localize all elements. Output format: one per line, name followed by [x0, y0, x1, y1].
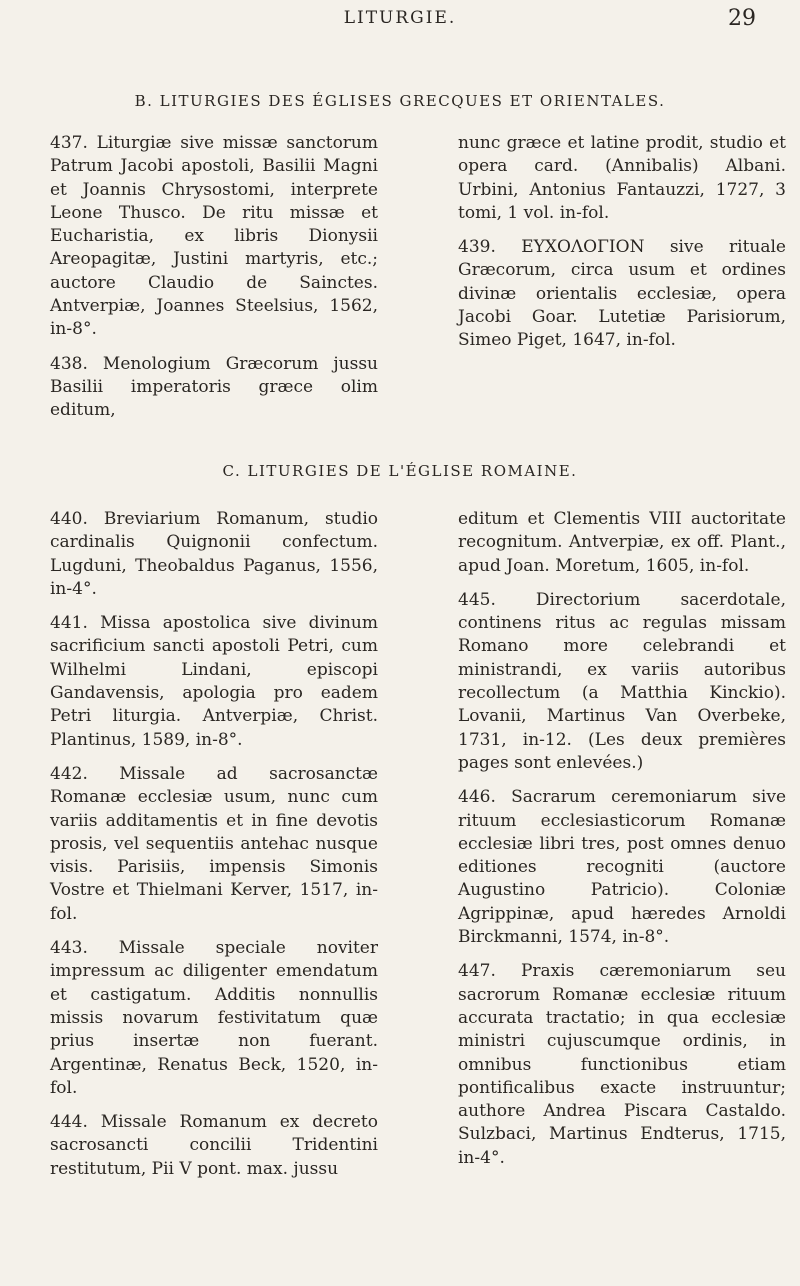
- catalog-entry: 438. Menologium Græcorum jussu Basilii imperatoris græce olim editum,: [50, 353, 378, 421]
- section-c-right-column: [458, 508, 786, 1181]
- catalog-entry: nunc græce et latine prodit, studio et opera card. (Annibalis) Albani. Urbini, Antonius Fantauzzi, 1727, 3 tomi, 1 vol. in-fol.: [458, 133, 786, 223]
- catalog-entry: 439. ΕΥΧΟΛΟΓΙΟΝ sive rituale Græcorum, circa usum et ordines divinæ orientalis ecclesiæ, opera Jacobi Goar. Lutetiæ Parisiorum, Simeo Piget, 1647, in-fol.: [458, 237, 786, 351]
- running-head: [0, 6, 800, 46]
- section-c-left-column: [50, 508, 378, 1192]
- section-b-right-column: [458, 132, 786, 364]
- section-heading-b: B. LITURGIES DES ÉGLISES GRECQUES ET ORIENTALES.: [134, 92, 666, 110]
- catalog-entry: 442. Missale ad sacrosanctæ Romanæ ecclesiæ usum, nunc cum variis additamentis et in fine devotis prosis, vel sequentiis antehac nusque visis. Parisiis, impensis Simonis Vostre et Thielmani Kerver, 1517, in-fol.: [50, 763, 378, 924]
- catalog-entry: 443. Missale speciale noviter impressum ac diligenter emendatum et castigatum. Additis nonnullis missis novarum festivitatum quæ prius insertæ non fuerant. Argentinæ, Renatus Beck, 1520, in-fol.: [50, 938, 378, 1098]
- section-heading-c: C. LITURGIES DE L'ÉGLISE ROMAINE.: [222, 462, 578, 480]
- running-title: LITURGIE.: [343, 8, 457, 28]
- catalog-entry: 447. Praxis cæremoniarum seu sacrorum Romanæ ecclesiæ rituum accurata tractatio; in qua ecclesiæ ministri cujuscumque ordinis, in omnibus functionibus etiam pontificalibus exacte instruuntur; authore Andrea Piscara Castaldo. Sulzbaci, Martinus Endterus, 1715, in-4°.: [458, 961, 787, 1168]
- catalog-entry: 441. Missa apostolica sive divinum sacrificium sancti apostoli Petri, cum Wilhelmi Lindani, episcopi Gandavensis, apologia pro eadem Petri liturgia. Antverpiæ, Christ. Plantinus, 1589, in-8°.: [50, 613, 378, 750]
- catalog-entry: 446. Sacrarum ceremoniarum sive rituum ecclesiasticorum Romanæ ecclesiæ libri tres, post omnes denuo editiones recogniti (auctore Augustino Patricio). Coloniæ Agrippinæ, apud hæredes Arnoldi Birckmanni, 1574, in-8°.: [458, 787, 787, 948]
- page-number: 29: [728, 6, 756, 31]
- catalog-entry: 445. Directorium sacerdotale, continens ritus ac regulas missam Romano more celebrandi et ministrandi, ex variis autoribus recollectum (a Matthia Kinckio). Lovanii, Martinus Van Overbeke, 1731, in-12. (Les deux premières pages sont enlevées.): [458, 589, 787, 773]
- catalog-entry: editum et Clementis VIII auctoritate recognitum. Antverpiæ, ex off. Plant., apud Joan. Moretum, 1605, in-fol.: [458, 509, 786, 576]
- catalog-entry: 437. Liturgiæ sive missæ sanctorum Patrum Jacobi apostoli, Basilii Magni et Joannis Chrysostomi, interprete Leone Thusco. De ritu missæ et Eucharistia, ex libris Dionysii Areopagitæ, Justini martyris, etc.; auctore Claudio de Sainctes. Antverpiæ, Joannes Steelsius, 1562, in-8°.: [50, 133, 378, 340]
- catalog-entry: 440. Breviarium Romanum, studio cardinalis Quignonii confectum. Lugduni, Theobaldus Paganus, 1556, in-4°.: [50, 509, 378, 599]
- catalog-entry: 444. Missale Romanum ex decreto sacrosancti concilii Tridentini restitutum, Pii V pont. max. jussu: [50, 1112, 379, 1179]
- section-b-left-column: [50, 132, 378, 434]
